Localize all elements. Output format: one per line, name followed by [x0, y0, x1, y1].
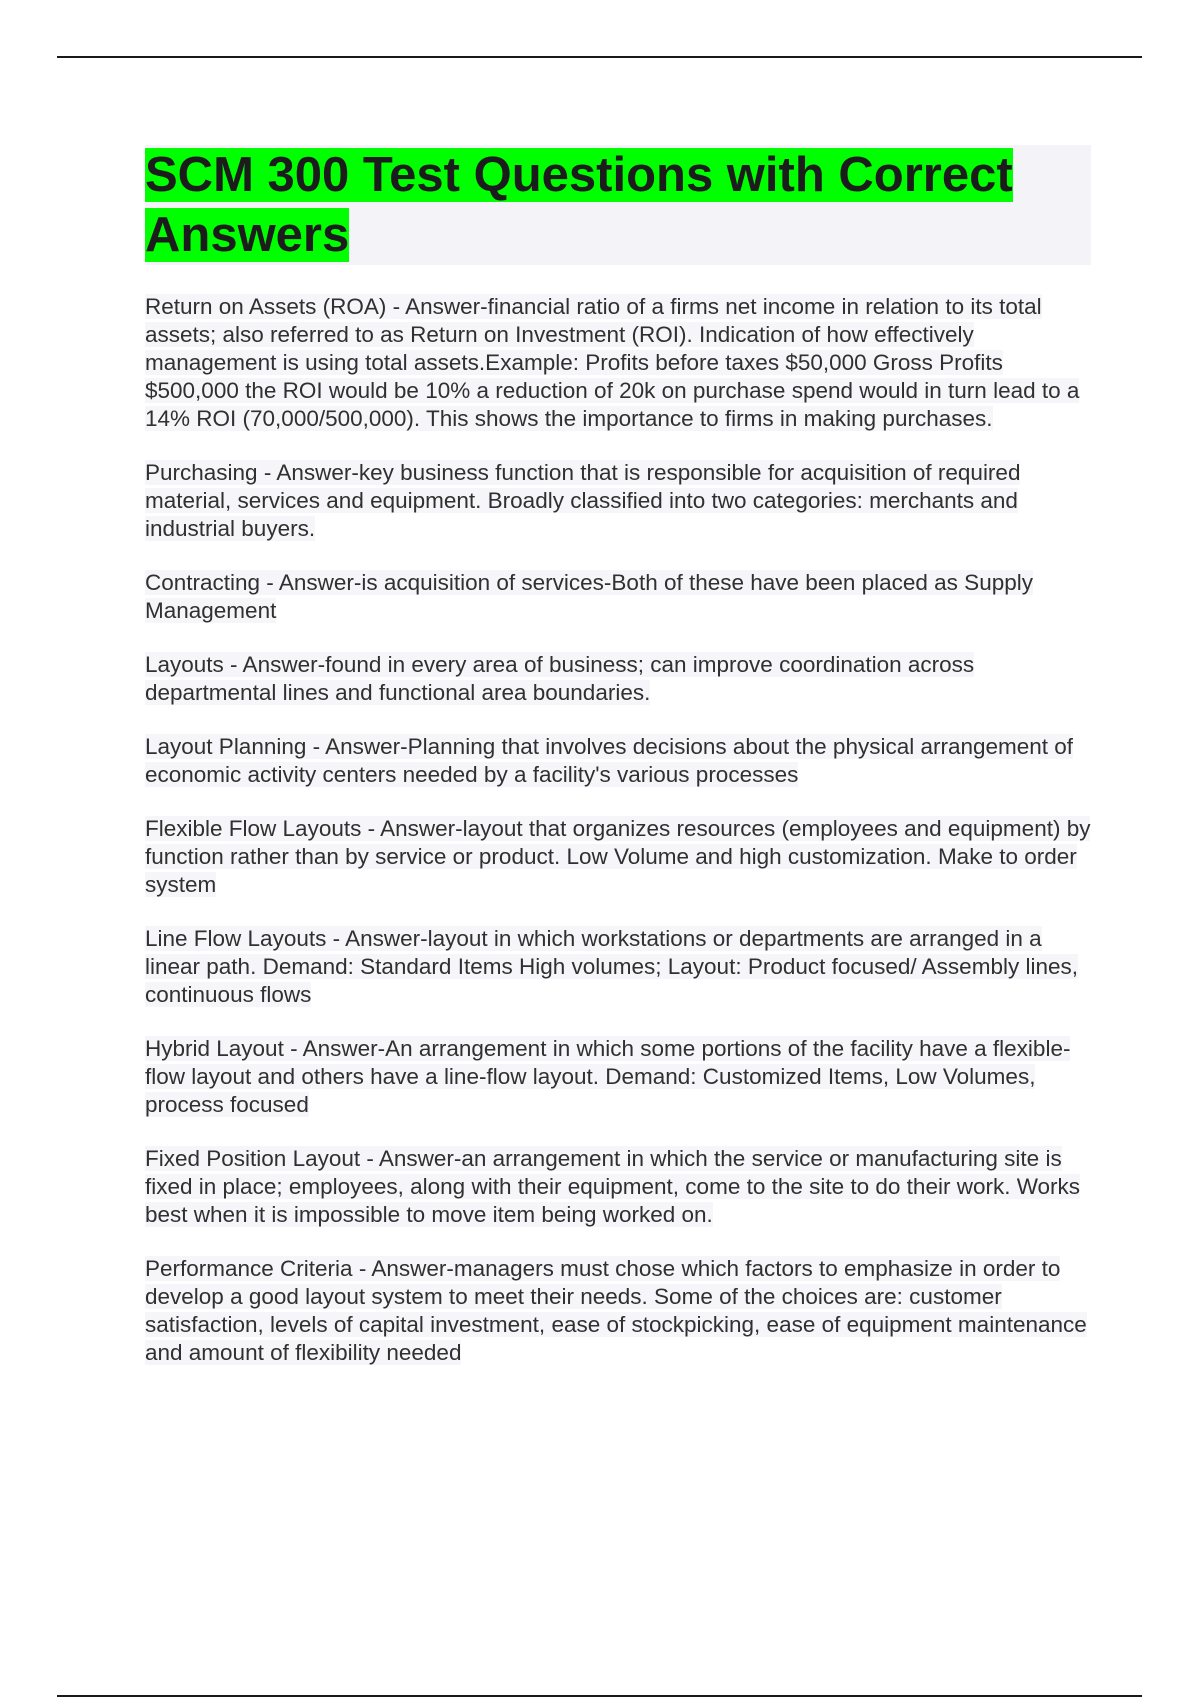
qa-entry-text: Layouts - Answer-found in every area of business; can improve coordination across departmental lines and functional area boundaries.	[145, 652, 975, 705]
qa-entry-text: Contracting - Answer-is acquisition of services-Both of these have been placed as Supply Management	[145, 570, 1033, 623]
qa-entry-text: Fixed Position Layout - Answer-an arrangement in which the service or manufacturing site is fixed in place; employees, along with their equipment, come to the site to do their work. Works best when it is impossible to move item being worked on.	[145, 1146, 1081, 1227]
qa-entry	[145, 651, 1095, 707]
header-rule	[57, 56, 1142, 58]
qa-list	[145, 293, 1095, 1393]
qa-entry-text: Layout Planning - Answer-Planning that involves decisions about the physical arrangement of economic activity centers needed by a facility's various processes	[145, 734, 1074, 787]
qa-entry	[145, 815, 1095, 899]
qa-entry-text: Return on Assets (ROA) - Answer-financial ratio of a firms net income in relation to its total assets; also referred to as Return on Investment (ROI). Indication of how effectively management is using total assets.Example: Profits before taxes $50,000 Gross Profits $500,000 the ROI would be 10% a reduction of 20k on purchase spend would in turn lead to a 14% ROI (70,000/500,000). This shows the importance to firms in making purchases.	[145, 294, 1080, 431]
qa-entry	[145, 1145, 1095, 1229]
qa-entry-text: Purchasing - Answer-key business function that is responsible for acquisition of required material, services and equipment. Broadly classified into two categories: merchants and industrial buyers.	[145, 460, 1021, 541]
qa-entry-text: Performance Criteria - Answer-managers must chose which factors to emphasize in order to develop a good layout system to meet their needs. Some of the choices are: customer satisfaction, levels of capital investment, ease of stockpicking, ease of equipment maintenance and amount of flexibility needed	[145, 1256, 1087, 1365]
page-title	[145, 145, 1091, 265]
qa-entry	[145, 569, 1095, 625]
title-block	[145, 145, 1091, 265]
qa-entry	[145, 733, 1095, 789]
qa-entry	[145, 1255, 1095, 1367]
qa-entry-text: Hybrid Layout - Answer-An arrangement in which some portions of the facility have a flexible-flow layout and others have a line-flow layout. Demand: Customized Items, Low Volumes, process focused	[145, 1036, 1071, 1117]
qa-entry	[145, 459, 1095, 543]
qa-entry-text: Line Flow Layouts - Answer-layout in which workstations or departments are arranged in a linear path. Demand: Standard Items High volumes; Layout: Product focused/ Assembly lines, continuous flows	[145, 926, 1078, 1007]
qa-entry	[145, 293, 1095, 433]
qa-entry	[145, 925, 1095, 1009]
qa-entry	[145, 1035, 1095, 1119]
qa-entry-text: Flexible Flow Layouts - Answer-layout that organizes resources (employees and equipment) by function rather than by service or product. Low Volume and high customization. Make to order system	[145, 816, 1091, 897]
footer-rule	[57, 1695, 1142, 1697]
title-highlight: SCM 300 Test Questions with Correct Answers	[145, 148, 1013, 262]
